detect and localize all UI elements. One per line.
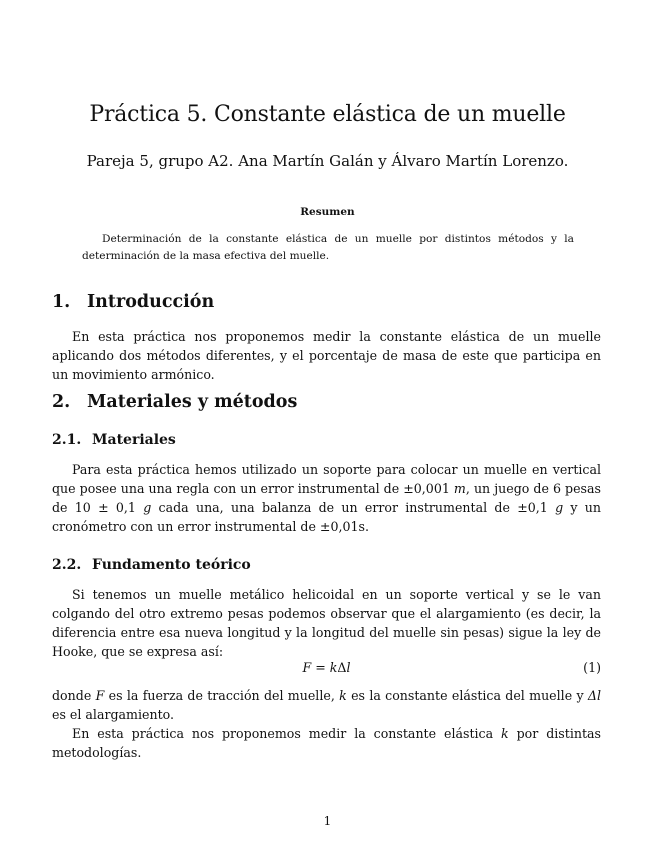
eq-delta: Δ	[337, 660, 347, 675]
materiales-paragraph	[52, 460, 601, 536]
text-run: , un juego de 6 pesas de 10 ± 0,1	[52, 481, 601, 515]
eq-l: l	[346, 660, 351, 675]
paper-title: Práctica 5. Constante elástica de un muelle	[89, 102, 566, 127]
abstract-heading: Resumen	[300, 206, 355, 218]
equation-hooke	[52, 660, 601, 680]
page-number: 1	[323, 814, 332, 828]
var-k: k	[501, 726, 509, 741]
equation-label: (1)	[583, 660, 601, 675]
section-number: 2.	[52, 392, 71, 412]
text-run: En esta práctica nos proponemos medir la constante elástica	[72, 726, 502, 741]
text-run: es la constante elástica del muelle y	[346, 688, 588, 703]
unit-m: m	[453, 481, 466, 496]
text-run: Para esta práctica hemos utilizado un soporte para colocar un muelle en vertical que posee una una regla con un error instrumental de ±0,001	[52, 462, 601, 496]
text-run: donde	[52, 688, 96, 703]
closing-paragraph	[52, 724, 601, 762]
var-F: F	[95, 688, 105, 703]
section-number: 1.	[52, 292, 71, 312]
section-title: Materiales y métodos	[87, 392, 298, 412]
eq-F: F	[302, 660, 312, 675]
subsection-title: Materiales	[92, 432, 176, 448]
equation-explanation	[52, 686, 601, 724]
eq-k: k	[329, 660, 338, 675]
equation-formula	[52, 660, 601, 675]
var-delta-l: Δl	[587, 688, 602, 703]
abstract-text: Determinación de la constante elástica de un muelle por distintos métodos y la determinación de la masa efectiva del muelle.	[82, 233, 574, 262]
text-run: cada una, una balanza de un error instrumental de ±0,1	[151, 500, 556, 515]
subsection-heading-fundamento	[52, 557, 251, 573]
text-run: por distintas metodologías.	[52, 726, 601, 760]
var-k: k	[339, 688, 347, 703]
text-run: y un cronómetro con un error instrumental de ±0,01s.	[52, 500, 602, 534]
section-title: Introducción	[87, 292, 215, 312]
fundamento-paragraph: Si tenemos un muelle metálico helicoidal en un soporte vertical y se le van colgando del otro extremo pesas podemos observar que el alargamiento (es decir, la diferencia entre esa nueva longitud y la longitud del muelle sin pesas) sigue la ley de Hooke, que se expresa así:	[52, 587, 601, 659]
text-run: es el alargamiento.	[52, 707, 174, 722]
paper-authors: Pareja 5, grupo A2. Ana Martín Galán y Álvaro Martín Lorenzo.	[86, 152, 569, 170]
subsection-number: 2.1.	[52, 432, 82, 448]
section-heading-materiales-metodos	[52, 392, 297, 412]
unit-g: g	[555, 500, 564, 515]
text-run: es la fuerza de tracción del muelle,	[104, 688, 340, 703]
unit-g: g	[143, 500, 152, 515]
subsection-title: Fundamento teórico	[92, 557, 251, 573]
subsection-number: 2.2.	[52, 557, 82, 573]
introduccion-paragraph: En esta práctica nos proponemos medir la constante elástica de un muelle aplicando dos métodos diferentes, y el porcentaje de masa de este que participa en un movimiento armónico.	[52, 329, 601, 382]
subsection-heading-materiales	[52, 432, 176, 448]
eq-equals: =	[311, 660, 330, 675]
section-heading-introduccion	[52, 292, 214, 312]
